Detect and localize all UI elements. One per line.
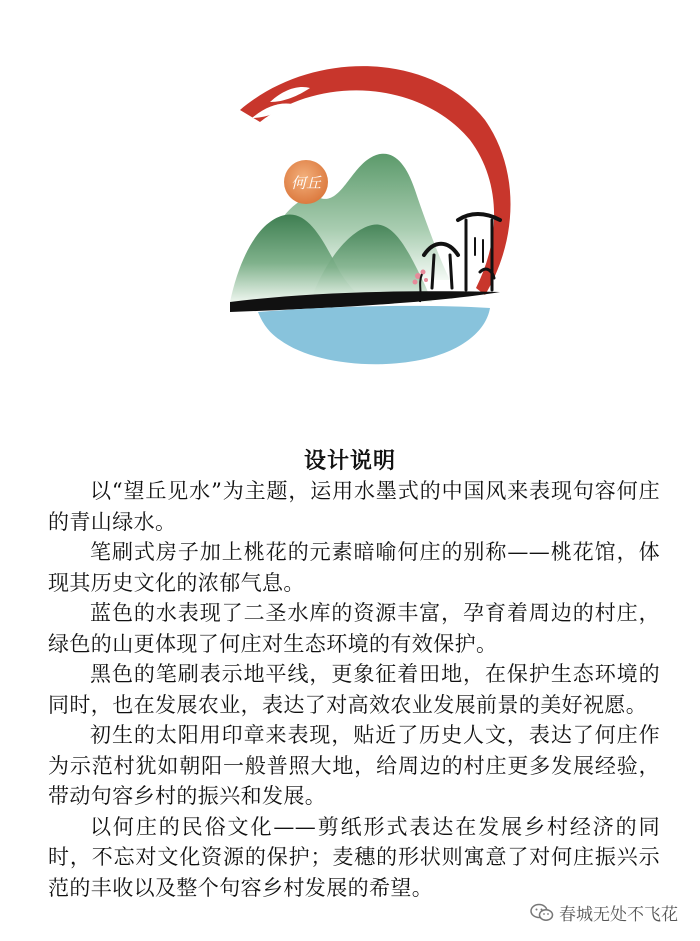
wechat-icon (530, 903, 554, 923)
watermark-text: 春城无处不飞花 (559, 905, 678, 925)
paragraph-sun-seal: 初生的太阳用印章来表现，贴近了历史人文，表达了何庄作为示范村犹如朝阳一般普照大地，给周边的村庄更多发展经验，带动句容乡村的振兴和发展。 (48, 723, 660, 808)
description-body (48, 476, 660, 903)
water-lake (258, 306, 490, 364)
he-zhuang-logo (200, 40, 520, 370)
paragraph-folk-culture: 以何庄的民俗文化——剪纸形式表达在发展乡村经济的同时，不忘对文化资源的保护；麦穗的形状则寓意了对何庄振兴示范的丰收以及整个句容乡村发展的希望。 (48, 814, 660, 900)
document-title: 设计说明 (303, 449, 396, 474)
seal-text: 何丘 (290, 174, 322, 192)
paragraph-theme: 以“望丘见水”为主题，运用水墨式的中国风来表现句容何庄的青山绿水。 (48, 479, 660, 534)
paragraph-water-mountain: 蓝色的水表现了二圣水库的资源丰富，孕育着周边的村庄，绿色的山更体现了何庄对生态环境的有效保护。 (48, 601, 660, 656)
account-watermark (530, 900, 678, 925)
paragraph-ground-line: 黑色的笔刷表示地平线，更象征着田地，在保护生态环境的同时，也在发展农业，表达了对高效农业发展前景的美好祝愿。 (48, 662, 660, 717)
paragraph-houses: 笔刷式房子加上桃花的元素暗喻何庄的别称——桃花馆，体现其历史文化的浓郁气息。 (48, 540, 660, 595)
